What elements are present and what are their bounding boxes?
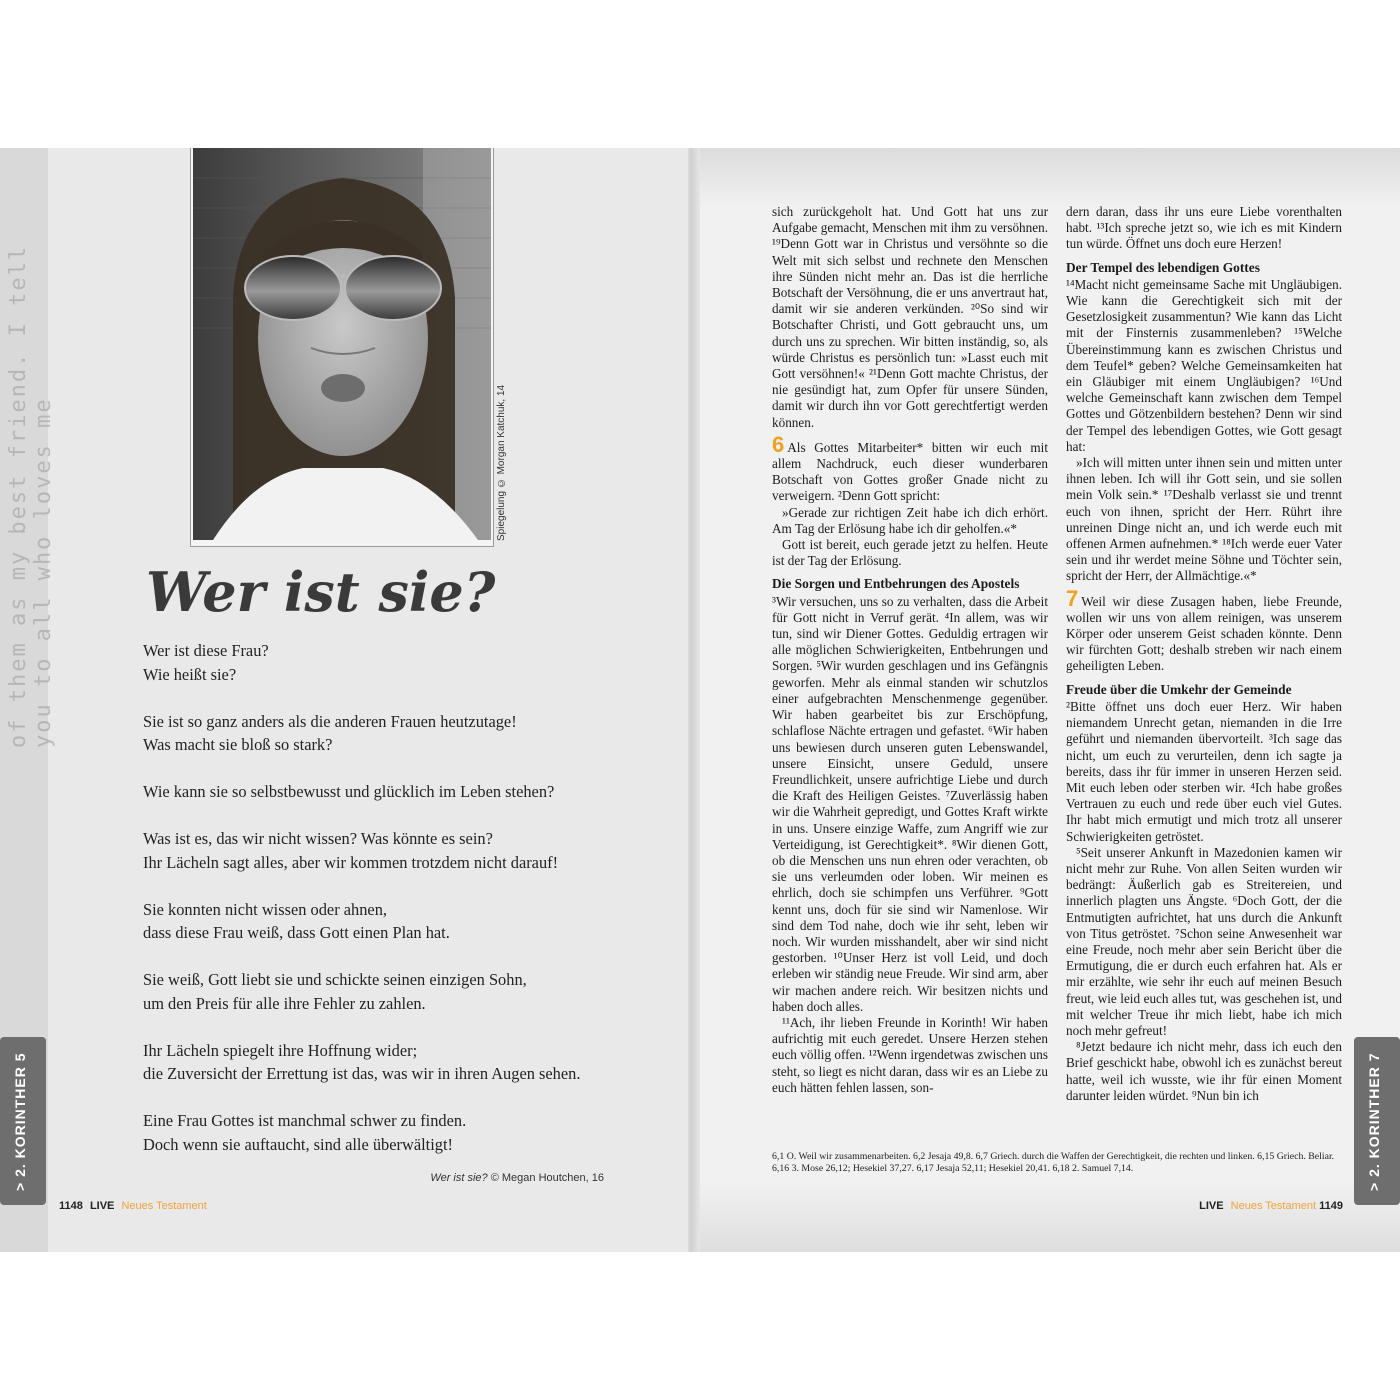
paragraph: ³Wir versuchen, uns so zu verhalten, dass die Arbeit für Gott nicht in Verruf gerät. ⁴In allem, was wir tun, sind wir Diener Gottes. Geduldig ertragen wir alle möglichen Schwierigkeiten, Entbehrungen und Sorgen. ⁵Wir wurden geschlagen und ins Gefängnis geworfen. Mehr als einmal standen wir schutzlos einer aufgebrachten Menschenmenge gegenüber. Wir haben gearbeitet bis zur Erschöpfung, schlaflose Nächte ertragen und gefastet. ⁶Wir haben uns bewiesen durch unseren guten Lebenswandel, unsere Einsicht, unsere Geduld, unsere Freundlichkeit, unsere aufrichtige Liebe und durch die Kraft des Heiligen Geistes. ⁷Zuverlässig haben wir die Wahrheit gepredigt, und Gottes Kraft wirkte in uns. Unsere einzige Waffe, zum Angriff wie zur Verteidigung, ist Gerechtigkeit*. ⁸Wir dienen Gott, ob die Menschen uns nun ehren oder verachten, ob sie uns verleumden oder loben. Wir meinen es ehrlich, doch sie schimpfen uns Verführer. ⁹Gott kennt uns, doch für sie sind wir Namenlose. Wir sind dem Tod nahe, doch wie ihr seht, leben wir noch. Wir wurden misshandelt, aber wir sind nicht gestorben. ¹⁰Unser Herz ist voll Leid, und doch erleben wir ständig neue Freude. Wir sind arm, aber wir machen andere reich. Wir besitzen nichts und haben doch alles.: [772, 593, 1048, 1014]
poem-stanza: [143, 1039, 663, 1086]
poem-line: Doch wenn sie auftaucht, sind alle überwältigt!: [143, 1134, 453, 1154]
poem-line: Wie heißt sie?: [143, 664, 237, 684]
footer-live: LIVE: [1199, 1200, 1224, 1212]
photo-credit: Spiegelung © Morgan Katchuk, 14: [496, 384, 507, 541]
paragraph-text: Als Gottes Mitarbeiter* bitten wir euch mit allem Nachdruck, euch dieser wunderbaren Botschaft von Gottes großer Gnade nicht zu verweigern. ²Denn Gott spricht:: [772, 439, 1048, 504]
footer-section: Neues Testament: [121, 1200, 207, 1212]
paragraph: dern daran, dass ihr uns eure Liebe vorenthalten habt. ¹³Ich spreche jetzt so, wie ich es mit Kindern tun würde. Öffnet uns doch eure Herzen!: [1066, 204, 1342, 252]
section-heading: Die Sorgen und Entbehrungen des Apostels: [772, 576, 1020, 592]
poem-line: dass diese Frau weiß, dass Gott einen Plan hat.: [143, 923, 450, 942]
right-page: [700, 148, 1400, 1252]
poem-line: Wer ist diese Frau?: [143, 641, 269, 660]
portrait-photo: [193, 148, 491, 540]
poem-credit-author: © Megan Houtchen, 16: [487, 1172, 604, 1184]
poem-credit-title: Wer ist sie?: [430, 1172, 488, 1184]
text-column-2: [1066, 204, 1342, 1104]
chapter-tab-left: [0, 1037, 46, 1205]
poem-line: Ihr Lächeln spiegelt ihre Hoffnung wider;: [143, 1040, 418, 1060]
chapter-tab-label: > 2. KORINTHER 7: [1366, 1052, 1382, 1191]
poem-line: Wie kann sie so selbstbewusst und glücklich im Leben stehen?: [143, 782, 555, 801]
paragraph: ¹⁴Macht nicht gemeinsame Sache mit Ungläubigen. Wie kann die Gerechtigkeit sich mit der Gesetzlosigkeit zusammentun? Wie kann das Licht mit der Finsternis zusammenleben? ¹⁵Welche Übereinstimmung kann es zwischen Christus und dem Teufel* geben? Welche Gemeinsamkeiten hat ein Gläubiger mit einem Ungläubigen? ¹⁶Und welche Gemeinschaft kann zwischen dem Tempel Gottes und Götzenbildern bestehen? Denn wir sind der Tempel des lebendigen Gottes, wie Gott gesagt hat:: [1066, 276, 1342, 454]
quote: »Gerade zur richtigen Zeit habe ich dich erhört. Am Tag der Erlösung habe ich dir geholfen.«*: [772, 504, 1048, 536]
chapter-number: 6: [772, 431, 785, 457]
poem-stanza: [143, 968, 663, 1015]
poem-stanza: [143, 827, 663, 874]
poem-stanza: [143, 780, 663, 804]
paragraph: [772, 431, 1048, 505]
quote: »Ich will mitten unter ihnen sein und mitten unter ihnen leben. Ich will ihr Gott sein, und sie sollen mein Volk sein.* ¹⁷Deshalb verlasst sie und trennt euch von ihnen, spricht der Herr. Rührt ihre unreinen Dinge nicht an, und ich werde euch mit offenen Armen aufnehmen.* ¹⁸Ich werde euer Vater sein und ihr werdet meine Söhne und Töchter sein, spricht der Herr, der Allmächtige.«*: [1066, 455, 1342, 584]
text-column-1: [772, 204, 1048, 1096]
poem-line: Was ist es, das wir nicht wissen? Was könnte es sein?: [143, 829, 493, 848]
page-number: 1148: [59, 1200, 83, 1212]
paragraph: ²Bitte öffnet uns doch euer Herz. Wir haben niemandem Unrecht getan, niemanden in die Irre geführt und niemanden übervorteilt. ³Ich sage das nicht, um euch zu verurteilen, denn ich sagte ja bereits, dass ihr für immer in unseren Herzen seid. Mit euch leben oder sterben wir. ⁴Ich habe großes Vertrauen zu euch und rede über euch viel Gutes. Ihr habt mich ermutigt und mich trotz all unserer Schwierigkeiten getröstet.: [1066, 698, 1342, 844]
poem-stanza: [143, 710, 663, 757]
poem-line: Sie ist so ganz anders als die anderen Frauen heutzutage!: [143, 711, 517, 731]
poem-title: Wer ist sie?: [146, 560, 496, 624]
grunge-bottom: [700, 1182, 1400, 1252]
grunge-top: [700, 148, 1400, 208]
paragraph: ¹¹Ach, ihr lieben Freunde in Korinth! Wir haben aufrichtig mit euch geredet. Unsere Herzen stehen euch völlig offen. ¹²Wenn irgendetwas zwischen uns steht, so liegt es nicht daran, dass wir es an Liebe zu euch hätten fehlen lassen, son-: [772, 1014, 1048, 1095]
poem-stanza: [143, 1109, 663, 1156]
chapter-tab-label: > 2. KORINTHER 5: [12, 1052, 28, 1191]
poem-line: Eine Frau Gottes ist manchmal schwer zu finden.: [143, 1111, 467, 1130]
footer-right: [1195, 1200, 1343, 1212]
paragraph-text: Weil wir diese Zusagen haben, liebe Freunde, wollen wir uns von allem reinigen, was unserem Körper oder unserem Geist schaden könnte. Denn wir fürchten Gott; deshalb streben wir nach einem geheiligten Leben.: [1066, 593, 1342, 674]
page-number: 1149: [1319, 1200, 1343, 1212]
chapter-tab-right: [1354, 1037, 1400, 1205]
poem-line: Was macht sie bloß so stark?: [143, 735, 333, 754]
footnotes: 6,1 O. Weil wir zusammenarbeiten. 6,2 Jesaja 49,8. 6,7 Griech. durch die Waffen der Gerechtigkeit, die rechten und linken. 6,15 Griech. Beliar. 6,16 3. Mose 26,12; Hesekiel 37,27. 6,17 Jesaja 52,11; Hesekiel 20,41. 6,18 2. Samuel 7,14.: [772, 1151, 1335, 1174]
photo-frame: [190, 148, 494, 547]
poem-credit: [420, 1172, 604, 1184]
left-page: [0, 148, 700, 1252]
section-heading: Freude über die Umkehr der Gemeinde: [1066, 681, 1292, 697]
chapter-number: 7: [1066, 585, 1079, 611]
paragraph: ⁸Jetzt bedaure ich nicht mehr, dass ich euch den Brief geschickt habe, obwohl ich es zunächst bereut hatte, weil ich wusste, wie ihr für einen Moment darunter leiden würdet. ⁹Nun bin ich: [1066, 1039, 1342, 1103]
book-spread: [0, 148, 1400, 1252]
poem-line: um den Preis für alle ihre Fehler zu zahlen.: [143, 993, 426, 1013]
poem-line: Ihr Lächeln sagt alles, aber wir kommen trotzdem nicht darauf!: [143, 852, 559, 872]
footer-section: Neues Testament: [1230, 1200, 1317, 1212]
poem-line: Sie weiß, Gott liebt sie und schickte seinen einzigen Sohn,: [143, 970, 527, 989]
poem-body: [143, 639, 663, 1180]
footer-live: LIVE: [89, 1200, 115, 1212]
paragraph: sich zurückgeholt hat. Und Gott hat uns zur Aufgabe gemacht, Menschen mit ihm zu versöhnen. ¹⁹Denn Gott war in Christus und versöhnte so die Welt mit sich selbst und rechnete den Menschen ihre Sünden nicht mehr an. Das ist die herrliche Botschaft der Versöhnung, die er uns anvertraut hat, damit wir sie anderen verkünden. ²⁰So sind wir Botschafter Christi, und Gott gebraucht uns, um durch uns zu sprechen. Wir bitten inständig, so, als würde Christus es persönlich tun: »Lasst euch mit Gott versöhnen!« ²¹Denn Gott machte Christus, der nie gesündigt hat, zum Opfer für unsere Sünden, damit wir durch ihn vor Gott gerechtfertigt werden können.: [772, 204, 1048, 430]
footer-left: [59, 1200, 207, 1212]
paragraph: ⁵Seit unserer Ankunft in Mazedonien kamen wir nicht mehr zur Ruhe. Von allen Seiten wurden wir bedrängt: Äußerlich gab es Streitereien, und innerlich plagten uns Ängste. ⁶Doch Gott, der die Entmutigten aufrichtet, hat uns durch die Ankunft von Titus getröstet. ⁷Schon seine Anwesenheit war eine Freude, noch mehr aber sein Bericht über die Ermutigung, die er durch euch erfahren hat. Als er mir erzählte, wie sehr ihr euch auf meinen Besuch freut, wie leid euch alles tut, was geschehen ist, und mit welcher Treue ihr mich liebt, habe ich mich noch mehr gefreut!: [1066, 844, 1342, 1038]
side-typewriter-text: of them as my best friend. I tell you to all who loves me: [6, 244, 56, 748]
paragraph: Gott ist bereit, euch gerade jetzt zu helfen. Heute ist der Tag der Erlösung.: [772, 537, 1048, 569]
poem-line: Sie konnten nicht wissen oder ahnen,: [143, 899, 387, 919]
paragraph: [1066, 585, 1342, 675]
section-heading: Der Tempel des lebendigen Gottes: [1066, 259, 1260, 275]
poem-line: die Zuversicht der Errettung ist das, was wir in ihren Augen sehen.: [143, 1064, 581, 1083]
poem-stanza: [143, 898, 663, 945]
poem-stanza: [143, 639, 663, 686]
